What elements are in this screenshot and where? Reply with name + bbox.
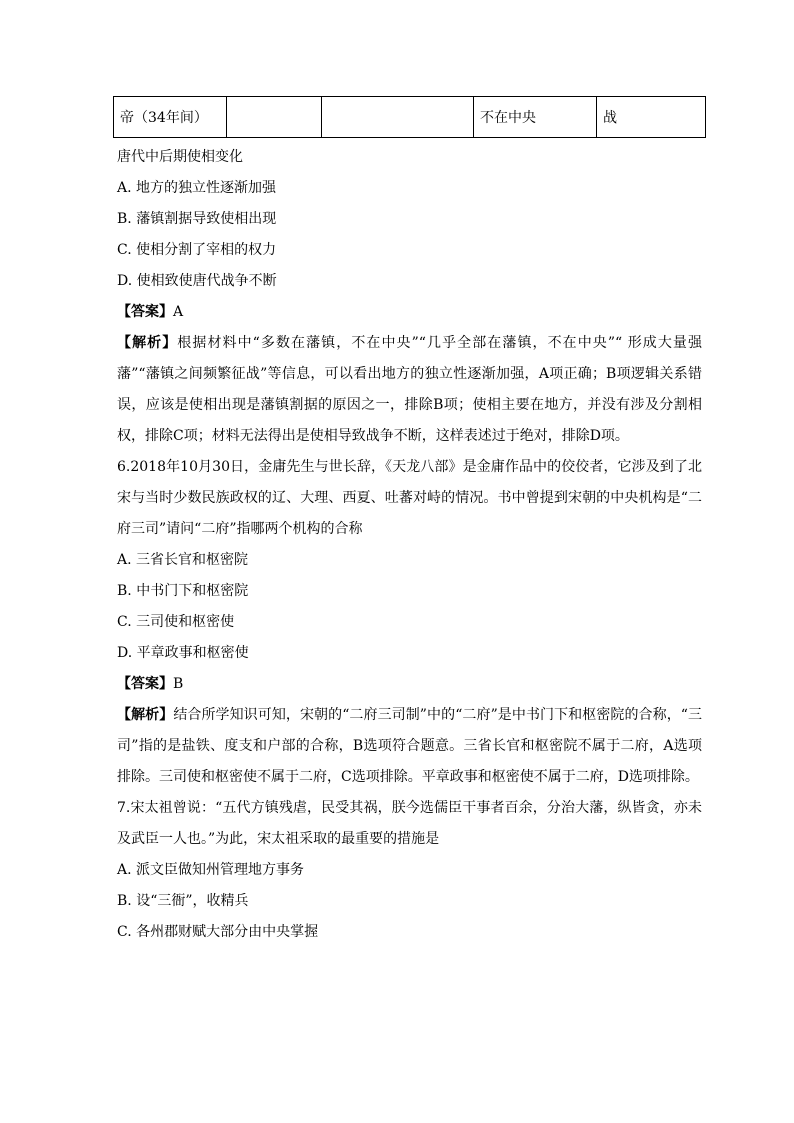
- table-cell: 帝（34年间）: [114, 97, 227, 138]
- table-cell: 不在中央: [474, 97, 597, 138]
- analysis-text: 结合所学知识可知，宋朝的“二府三司制”中的“二府”是中书门下和枢密院的合称，“三司”指的是盐铁、度支和户部的合称，B选项符合题意。三省长官和枢密院不属于二府，A选项排除。三司使和枢密使不属于二府，C选项排除。平章政事和枢密使不属于二府，D选项排除。: [117, 707, 703, 785]
- q6-option-b: B. 中书门下和枢密院: [117, 583, 249, 599]
- answer-label: 【答案】: [117, 676, 173, 692]
- table-cell: 战: [597, 97, 706, 138]
- analysis-label: 【解析】: [117, 335, 178, 351]
- table-cell: [227, 97, 322, 138]
- q6-option-d: D. 平章政事和枢密使: [117, 645, 249, 661]
- q7-option-c: C. 各州郡财赋大部分由中央掌握: [117, 924, 319, 940]
- table-row: [114, 97, 706, 138]
- answer-value: B: [173, 676, 184, 692]
- analysis-label: 【解析】: [117, 707, 174, 723]
- q5-analysis: [117, 328, 702, 452]
- q6-option-c: C. 三司使和枢密使: [117, 614, 235, 630]
- answer-value: A: [173, 304, 184, 320]
- q5-option-d: D. 使相致使唐代战争不断: [117, 273, 277, 289]
- q7-option-b: B. 设“三衙”，收精兵: [117, 893, 249, 909]
- question-7-stem: 7.宋太祖曾说：“五代方镇残虐，民受其祸，朕今选儒臣干事者百余，分治大藩，纵皆贪，亦未及武臣一人也。”为此，宋太祖采取的最重要的措施是: [117, 800, 702, 847]
- q7-option-a: A. 派文臣做知州管理地方事务: [117, 862, 305, 878]
- answer-label: 【答案】: [117, 304, 173, 320]
- table-cell: [322, 97, 474, 138]
- q6-option-a: A. 三省长官和枢密院: [117, 552, 249, 568]
- question-6-stem: 6.2018年10月30日，金庸先生与世长辞，《天龙八部》是金庸作品中的佼佼者，它涉及到了北宋与当时少数民族政权的辽、大理、西夏、吐蕃对峙的情况。书中曾提到宋朝的中央机构是“二府三司”请问“二府”指哪两个机构的合称: [117, 459, 702, 537]
- q5-answer: [117, 297, 702, 328]
- document-body: [117, 142, 702, 948]
- question-5-stem: 唐代中后期使相变化: [117, 149, 243, 165]
- q6-answer: [117, 669, 702, 700]
- table-fragment: [113, 96, 706, 138]
- analysis-text: 根据材料中“多数在藩镇，不在中央”“几乎全部在藩镇，不在中央”“ 形成大量强藩”“藩镇之间频繁征战”等信息，可以看出地方的独立性逐渐加强，A项正确；B项逻辑关系错误，应该是使相出现是藩镇割据的原因之一，排除B项；使相主要在地方，并没有涉及分割相权，排除C项；材料无法得出是使相导致战争不断，这样表述过于绝对，排除D项。: [117, 335, 703, 444]
- q6-analysis: [117, 700, 702, 793]
- q5-option-b: B. 藩镇割据导致使相出现: [117, 211, 277, 227]
- q5-option-c: C. 使相分割了宰相的权力: [117, 242, 277, 258]
- q5-option-a: A. 地方的独立性逐渐加强: [117, 180, 277, 196]
